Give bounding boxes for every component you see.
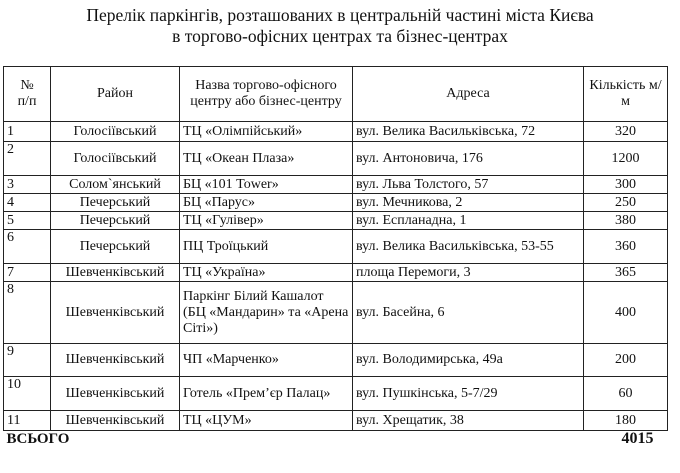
row-parking-count: 300 xyxy=(584,176,668,194)
table-row xyxy=(4,212,668,230)
table-row xyxy=(4,377,668,411)
row-parking-count: 200 xyxy=(584,344,668,377)
row-center-name: ТЦ «Гулівер» xyxy=(180,212,353,230)
total-value: 4015 xyxy=(621,430,654,447)
row-district: Печерський xyxy=(51,230,180,264)
row-number: 3 xyxy=(4,176,51,194)
table-row xyxy=(4,282,668,344)
header-address: Адреса xyxy=(353,67,584,122)
row-district: Шевченківський xyxy=(51,344,180,377)
row-number: 10 xyxy=(4,377,51,411)
row-district: Шевченківський xyxy=(51,282,180,344)
row-district: Печерський xyxy=(51,194,180,212)
row-address: вул. Льва Толстого, 57 xyxy=(353,176,584,194)
table-row xyxy=(4,230,668,264)
title-line-1: Перелік паркінгів, розташованих в центральній частині міста Києва xyxy=(86,5,594,25)
table-row xyxy=(4,176,668,194)
row-number: 11 xyxy=(4,411,51,431)
row-address: вул. Хрещатик, 38 xyxy=(353,411,584,431)
row-number: 8 xyxy=(4,282,51,344)
document-title xyxy=(0,5,680,47)
header-number-pp: п/п xyxy=(17,94,37,109)
row-center-name: БЦ «Парус» xyxy=(180,194,353,212)
row-address: вул. Басейна, 6 xyxy=(353,282,584,344)
row-number: 6 xyxy=(4,230,51,264)
row-district: Голосіївський xyxy=(51,142,180,176)
row-address: вул. Антоновича, 176 xyxy=(353,142,584,176)
row-parking-count: 365 xyxy=(584,264,668,282)
row-number: 7 xyxy=(4,264,51,282)
total-spacer xyxy=(180,431,353,448)
row-center-name: ТЦ «Україна» xyxy=(180,264,353,282)
title-line-2: в торгово-офісних центрах та бізнес-центрах xyxy=(172,26,508,46)
table-row xyxy=(4,264,668,282)
row-address: площа Перемоги, 3 xyxy=(353,264,584,282)
row-parking-count: 1200 xyxy=(584,142,668,176)
row-center-name: ТЦ «Олімпійський» xyxy=(180,122,353,142)
table-row xyxy=(4,194,668,212)
parking-table xyxy=(3,66,668,447)
header-name: Назва торгово-офісного центру або бізнес-центру xyxy=(180,67,353,122)
header-number xyxy=(4,67,51,122)
row-district: Солом`янський xyxy=(51,176,180,194)
table-row xyxy=(4,344,668,377)
header-count: Кількість м/м xyxy=(584,67,668,122)
row-center-name: ЧП «Марченко» xyxy=(180,344,353,377)
total-label: ВСЬОГО xyxy=(6,431,70,447)
row-number: 1 xyxy=(4,122,51,142)
row-number: 4 xyxy=(4,194,51,212)
row-center-name: ПЦ Троїцький xyxy=(180,230,353,264)
row-number: 5 xyxy=(4,212,51,230)
row-address: вул. Еспланадна, 1 xyxy=(353,212,584,230)
total-spacer-2 xyxy=(353,431,584,448)
row-address: вул. Володимирська, 49а xyxy=(353,344,584,377)
row-parking-count: 180 xyxy=(584,411,668,431)
row-district: Шевченківський xyxy=(51,377,180,411)
row-center-name: БЦ «101 Tower» xyxy=(180,176,353,194)
header-district: Район xyxy=(51,67,180,122)
row-address: вул. Велика Васильківська, 53-55 xyxy=(353,230,584,264)
row-parking-count: 360 xyxy=(584,230,668,264)
row-number: 2 xyxy=(4,142,51,176)
row-parking-count: 60 xyxy=(584,377,668,411)
row-parking-count: 320 xyxy=(584,122,668,142)
row-address: вул. Пушкінська, 5-7/29 xyxy=(353,377,584,411)
row-district: Шевченківський xyxy=(51,411,180,431)
row-center-name: Готель «Прем’єр Палац» xyxy=(180,377,353,411)
total-row xyxy=(4,431,668,448)
row-district: Печерський xyxy=(51,212,180,230)
row-center-name: Паркінг Білий Кашалот (БЦ «Мандарин» та «Арена Сіті») xyxy=(180,282,353,344)
table-row xyxy=(4,411,668,431)
row-district: Шевченківський xyxy=(51,264,180,282)
row-address: вул. Мечникова, 2 xyxy=(353,194,584,212)
row-number: 9 xyxy=(4,344,51,377)
table-row xyxy=(4,142,668,176)
row-district: Голосіївський xyxy=(51,122,180,142)
row-parking-count: 400 xyxy=(584,282,668,344)
row-center-name: ТЦ «ЦУМ» xyxy=(180,411,353,431)
table-row xyxy=(4,122,668,142)
row-parking-count: 250 xyxy=(584,194,668,212)
row-address: вул. Велика Васильківська, 72 xyxy=(353,122,584,142)
row-center-name: ТЦ «Океан Плаза» xyxy=(180,142,353,176)
row-parking-count: 380 xyxy=(584,212,668,230)
table-header-row xyxy=(4,67,668,122)
header-number-sign: № xyxy=(20,78,34,93)
